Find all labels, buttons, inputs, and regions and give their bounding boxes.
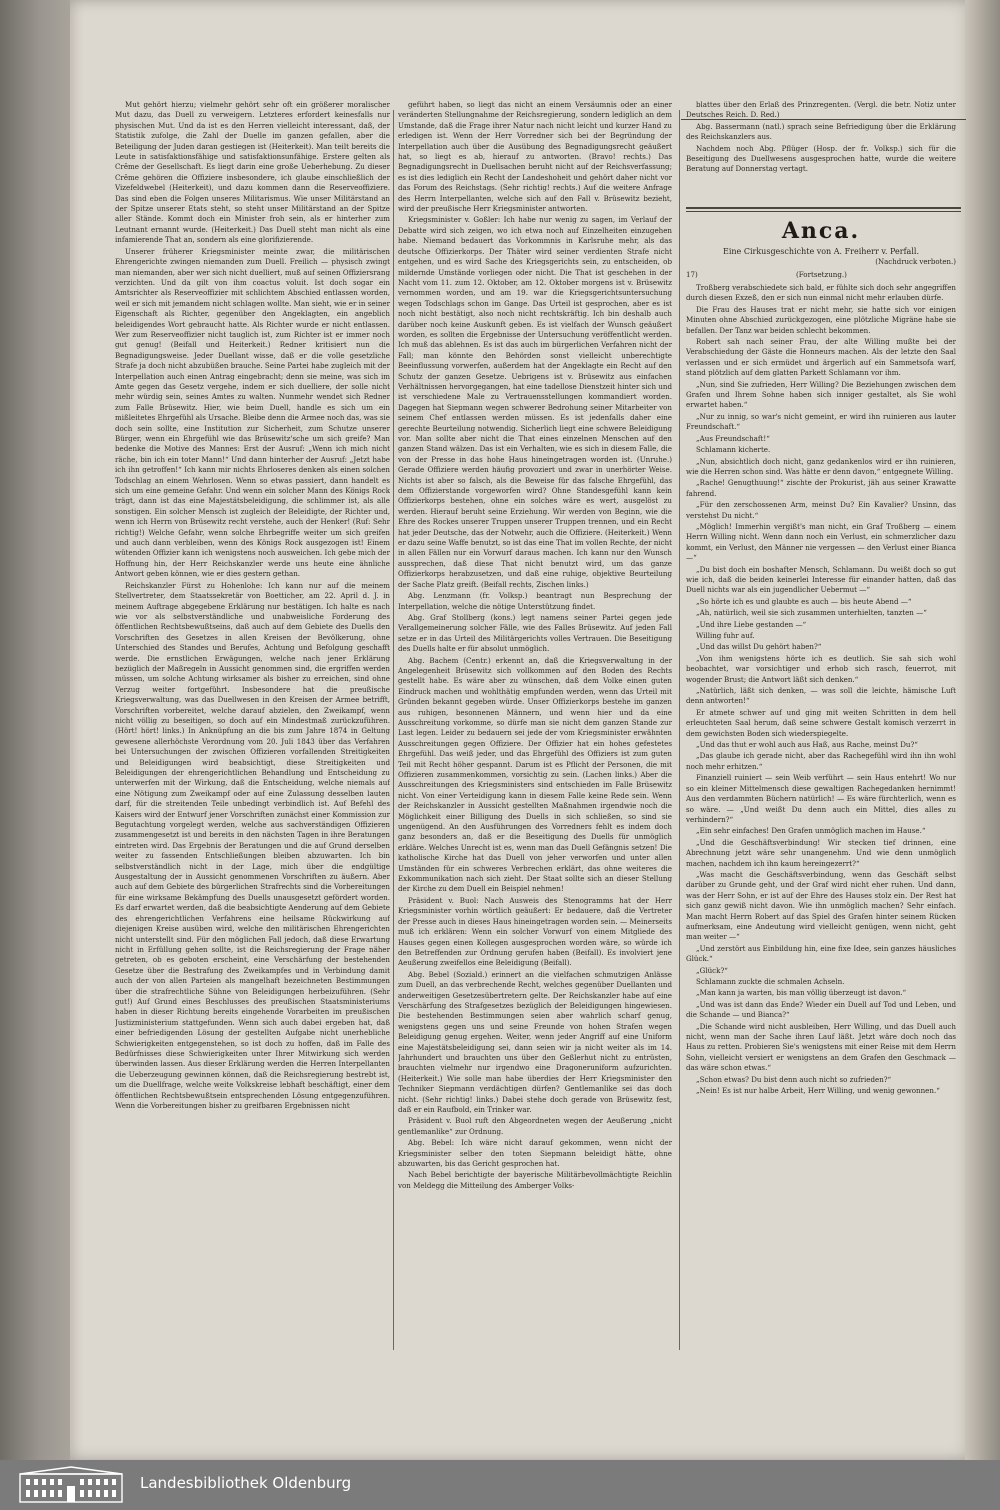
paragraph: Abg. Bachem (Centr.) erkennt an, daß die Kriegsverwaltung in der Angelegenheit Brüsewitz sich vollkommen auf den Boden des Rechts gestellt habe. Es wäre aber zu wünschen, daß dem Volke einen guten Eindruck machen und wohlthätig empfunden werden, wenn das Urteil mit Gründen bekannt gegeben würde. Unser Offizierkorps bestehe im ganzen aus ruhigen, besonnenen Männern, und wenn hier und da eine Ausschreitung vorkomme, so dürfe man sie nicht dem ganzen Stande zur Last legen. Leider zu bedauern sei jede der vom Kriegsminister erwähnten Ausschreitungen gegen Offiziere. Der Offizier hat ein hohes gefestetes Ehrgefühl. Das weiß jeder, und das Ehrgefühl des Offiziers ist zum guten Teil mit Recht höher gespannt. Darum ist es Pflicht der Personen, die mit Offizieren zusammenkommen, vorsichtig zu sein. (Lachen links.) Aber die Ausschreitungen des Kriegsministers sind entschieden im Falle Brüsewitz nicht. Von einer Verteidigung kann in diesem Falle keine Rede sein. Wenn der Reichskanzler in Aussicht gestellten Maßnahmen irgendwie noch die Möglichkeit einer Billigung des Duells in sich schließen, so sind sie ungenügend. An den Ausführungen des Vorredners fehlt es indem doch ganz besonders an, daß er die Beseitigung des Duells für unmöglich erkläre. Welches Unrecht ist es, wenn man das Duell Gefängnis setzen! Die katholische Kirche hat das Duell von jeher verworfen und unter allen Umständen für ein schweres Verbrechen erklärt, das ohne weiteres die Exkommunikation nach sich zieht. Der Staat sollte sich an dieser Stellung der Kirche zu dem Duell ein Beispiel nehmen! [398, 655, 672, 894]
paragraph: „Und zerstört aus Einbildung hin, eine fixe Idee, sein ganzes häusliches Glück.“ [686, 943, 956, 964]
paragraph: „Die Schande wird nicht ausbleiben, Herr Willing, und das Duell auch nicht, wenn man der Sache ihren Lauf läßt. Jetzt wäre doch noch das Haus zu retten. Probieren Sie's wenigstens mit einer Reise mit dem Herrn Sohn, vielleicht versiert er wenigstens an dem Grafen den Geschmack — das wäre schon etwas.“ [686, 1021, 956, 1073]
paragraph: Schlamann kicherte. [696, 445, 771, 455]
paragraph: blattes über den Erlaß des Prinzregenten. (Vergl. die betr. Notiz unter Deutsches Reich. D. Red.) [686, 100, 956, 120]
paragraph: „Was macht die Geschäftsverbindung, wenn das Geschäft selbst darüber zu Grunde geht, und der Graf wird nicht eher ruhen. Und dann, was der Herr Sohn, er ist auf der Ehre des Hauses stolz ein. Der Rest hat sich ganz gewiß nicht davon. Wie ihn unmöglich machen? Sehr einfach. Man macht Herrn Robert auf das Spiel des Grafen hinter seinem Rücken aufmerksam, eine Andeutung wird vielleicht genügen, wenn nicht, geht man weiter —“ [686, 869, 956, 942]
paragraph: Abg. Bebel: Ich wäre nicht darauf gekommen, wenn nicht der Kriegsminister selber den toten Siepmann beleidigt hätte, ohne abzuwarten, bis das Gericht gesprochen hat. [398, 1138, 672, 1169]
paragraph: Präsident v. Buol ruft den Abgeordneten wegen der Aeußerung „nicht gentlemanlike“ zur Ordnung. [398, 1116, 672, 1136]
paragraph: „Und was ist dann das Ende? Wieder ein Duell auf Tod und Leben, und die Schande — und Bianca?“ [686, 999, 956, 1020]
section-rule [686, 211, 961, 212]
paragraph: „Nur zu innig, so war's nicht gemeint, er wird ihn ruinieren aus lauter Freundschaft.“ [686, 411, 956, 432]
paragraph: „Nein! Es ist nur halbe Arbeit, Herr Willing, und wenig gewonnen.“ [696, 1086, 940, 1096]
paragraph: „So hörte ich es und glaubte es auch — bis heute Abend —“ [696, 596, 912, 606]
paragraph: Robert sah nach seiner Frau, der alte Willing mußte bei der Verabschiedung der Gäste die Honneurs machen. Als der letzte den Saal verlassen und er sich ermüdet und ärgerlich auf ein Sammetsofa warf, stand plötzlich auf dem glatten Parkett Schlamann vor ihm. [686, 337, 956, 378]
feuilleton-subtitle: Eine Cirkusgeschichte von A. Freiherr v. Perfall. [723, 247, 919, 256]
paragraph: „Glück?“ [696, 965, 728, 975]
paragraph: „Und das willst Du gehört haben?“ [696, 642, 822, 652]
section-rule [686, 207, 961, 209]
paragraph: Abg. Bebel (Soziald.) erinnert an die vielfachen schmutzigen Anlässe zum Duell, an das verbrechende Recht, welches gegenüber Duellanten und anderweitigen Gesetzesübertretern gelte. Der Reichskanzler habe auf eine Verschärfung des Strafgesetzes bezüglich der Beleidigungen hingewiesen. Die bestehenden Bestimmungen seien aber wahrlich scharf genug, wenigstens gegen uns und seine Freunde von hohen Strafen wegen Beleidigung genug ergehen. Weiter, wenn jeder Angriff auf eine Uniform eine Majestätsbeleidigung sei, dann seien wir ja nicht weiter als im 14. Jahrhundert und brauchten uns über den Geßlerhut nicht zu entrüsten, brauchten vielmehr nur irgendwo eine Dragoneruniform aufzurichten. (Heiterkeit.) Wie solle man habe überdies der Herr Kriegsminister den Techniker Siepmann verdächtigen dürfen? Gentlemanlike sei das doch nicht. (Sehr richtig! links.) Dabei stehe doch gerade von Brüsewitz fest, daß er ein Raufbold, ein Trinker war. [398, 969, 672, 1114]
paragraph: Willing fuhr auf. [696, 631, 755, 640]
paragraph: „Das glaube ich gerade nicht, aber das Rachegefühl wird ihn ihn wohl noch mehr erhitzen.“ [686, 751, 956, 771]
continuation-label: (Fortsetzung.) [796, 270, 847, 279]
paragraph: Er atmete schwer auf und ging mit weiten Schritten in dem hell erleuchteten Saal herum, daß seine schwere Gestalt komisch verzerrt in dem gewichsten Boden sich wiederspiegelte. [686, 707, 956, 738]
paragraph: „Nun, sind Sie zufrieden, Herr Willing? Die Beziehungen zwischen dem Grafen und Ihrem Sohne haben sich inniger gestaltet, als Sie wohl erwartet haben.“ [686, 379, 956, 410]
paragraph: Nachdem noch Abg. Pflüger (Hosp. der fr. Volksp.) sich für die Beseitigung des Duellwesens ausgesprochen hatte, wurde die weitere Beratung auf Donnerstag vertagt. [686, 143, 956, 174]
feuilleton-column [686, 283, 956, 1358]
paragraph: Unserer früherer Kriegsminister meinte zwar, die militärischen Ehrengerichte zwingen niemanden zum Duell. Freilich — physisch zwingt man niemanden, aber wer sich nicht duelliert, muß auf seinen Offiziersrang verzichten. Und da gilt von ihm coactus voluit. Ist doch sogar ein Amtsrichter als Reserveoffizier mit schlichtem Abschied entlassen worden, weil er sich mit jemandem nicht schlagen wollte. Man sieht, wie er in seiner Eigenschaft als Richter, gegenüber den Angeklagten, ein angeblich beleidigendes Wort gebraucht hatte. Als Richter wurde er nicht entlassen. Wer zum Reserveoffizier nicht tauglich ist, zum Richter ist er immer noch gut genug! (Beifall und Heiterkeit.) Redner kritisiert nun die Begnadigungsweise. Jeder Duellant wisse, daß er die volle gesetzliche Strafe ja doch nicht abzubüßen brauche. Seine Partei habe zugleich mit der Interpellation auch einen Antrag eingebracht; denn sie meine, was sich im Amte gegen das Gesetz vergehe, indem er sich duelliere, der solle nicht mehr würdig sein, seines Amtes zu walten. Nunmehr wendet sich Redner zum Falle Brüsewitz. Hier, wie beim Duell, handle es sich um ein mißleitetes Ehrgefühl als Ursache. Bleibe denn die Armee noch das, was sie doch sein sollte, eine Institution zur Sicherheit, zum Schutze unserer Bürger, wenn ein Ehrgefühl wie das Brüsewitz'sche um sich greife? Man bedenke die Motive des Mannes: Erst der Ausruf: „Wenn ich mich nicht räche, bin ich ein toter Mann!“ Und dann hinterher der Ausruf: „Jetzt habe ich ihn getroffen!“ Ich kann mir nichts Ehrloseres denken als einen solchen Todschlag an einem Wehrlosen. Wenn so etwas passiert, dann handelt es sich um eine gemeine Gefahr. Und wenn ein solcher Mann des Königs Rock trägt, dann ist das eine Majestätsbeleidigung, die schlimmer ist, als alle sonstigen. Ein solcher Mensch ist zugleich der Beleidigte, der Richter und, wenn ich Herrn von Brüsewitz recht verstehe, auch der Henker! (Ruf: Sehr richtig!) Welche Gefahr, wenn solche Ehrbegriffe weiter um sich greifen und auch dann verbleiben, wenn des Königs Rock ausgezogen ist! Einem wütenden Offizier kann ich wenigstens noch ausweichen. Ich gebe mich der Hoffnung hin, der Herr Reichskanzler werde uns heute eine ähnliche Antwort geben können, wie er dies gestern gethan. [115, 246, 390, 579]
paragraph: „Möglich! Immerhin vergißt's man nicht, ein Graf Troßberg — einem Herrn Willing nicht. Wenn dann noch ein Verlust, ein schmerzlicher dazu kommt, ein Verlust, den Männer nie vergessen — den Verlust einer Bianca —“ [686, 521, 956, 563]
paragraph: „Und die Geschäftsverbindung! Wir stecken tief drinnen, eine Abrechnung jetzt wäre sehr unangenehm. Und wie denn unmöglich machen, nachdem ich ihn kaum hereingezerrt?“ [686, 837, 956, 868]
article-column-2 [398, 100, 672, 1350]
paragraph: Abg. Bassermann (natl.) sprach seine Befriedigung über die Erklärung des Reichskanzlers aus. [686, 121, 956, 142]
column-rule [393, 110, 394, 1350]
library-building-icon [18, 1466, 124, 1504]
reprint-note: (Nachdruck verboten.) [875, 258, 956, 266]
paragraph: Abg. Lenzmann (fr. Volksp.) beantragt nun Besprechung der Interpellation, welche die nötige Unterstützung findet. [398, 591, 672, 611]
page-edge [965, 0, 1000, 1460]
paragraph: Abg. Graf Stollberg (kons.) legt namens seiner Partei gegen jede Verallgemeinerung solcher Fälle, wie des Falles Brüsewitz. Auf jeden Fall setze er in das Urteil des Militärgerichts volles Vertrauen. Die Beseitigung des Duells halte er für absolut unmöglich. [398, 612, 672, 654]
paragraph: „Nun, absichtlich doch nicht, ganz gedankenlos wird er ihn ruinieren, wie die Herren schon sind. Was hätte er denn davon,“ entgegnete Willing. [686, 456, 956, 476]
installment-line [686, 270, 956, 282]
article-column-1 [115, 100, 390, 1350]
paragraph: „Ein sehr einfaches! Den Grafen unmöglich machen im Hause.“ [696, 826, 926, 836]
paragraph: „Für den zerschossenen Arm, meinst Du? Ein Kavalier? Unsinn, das verstehst Du nicht.“ [686, 500, 956, 520]
paragraph: Nach Bebel berichtigte der bayerische Militärbevollmächtigte Reichlin von Meldegg die Mitteilung des Amberger Volks- [398, 1170, 672, 1190]
paragraph: „Du bist doch ein boshafter Mensch, Schlamann. Du weißt doch so gut wie ich, daß die beiden keinerlei Interesse für einander hatten, daß das Duell nichts war als ein jugendlicher Uebermut —“ [686, 564, 956, 595]
paragraph: „Man kann ja warten, bis man völlig überzeugt ist davon.“ [696, 988, 907, 998]
article-column-3-top [686, 100, 956, 200]
paragraph: Kriegsminister v. Goßler: Ich habe nur wenig zu sagen, im Verlauf der Debatte wird sich zeigen, wo ich etwa noch auf Einzelheiten einzugehen habe. Niemand bedauert das Vorkommnis in Karlsruhe mehr, als das deutsche Offizierkorps. Der Thäter wird seiner verdienten Strafe nicht entgehen, und es wird Sache des Kriegsgerichts sein, zu entscheiden, ob mildernde Umstände vorliegen oder nicht. Die That ist geschehen in der Nacht vom 11. zum 12. Oktober, am 12. Oktober morgens ist v. Brüsewitz vernommen worden, und am 19. war die Kriegsgerichtsuntersuchung wegen Todschlags schon im Gange. Das Urteil ist gesprochen, aber es ist noch nicht bestätigt, also noch nicht rechtskräftig. Ich bin deshalb auch darüber noch keine Auskunft geben. Es ist vielfach der Wunsch geäußert worden, es sollten die Ergebnisse der Untersuchung veröffentlicht werden. Ich muß das ablehnen. Es ist das auch im bürgerlichen Verfahren nicht der Fall; man könnte den Behörden sonst vielleicht unberechtigte Beeinflussung vorwerfen, außerdem hat der Angeklagte ein Recht auf den Schutz der ganzen Gesetze. Uebrigens ist v. Brüsewitz aus einfachen Verhältnissen hervorgegangen, hat eine tadellose Dienstzeit hinter sich und ist verschiedene Male zu Vertrauensstellungen kommandiert worden. Dagegen hat Siepmann wegen schwerer Bedrohung seiner Mitarbeiter von seinem Chef entlassen werden müssen. Es ist jedenfalls daher eine gerechte Beurteilung notwendig. Sicherlich liegt eine schwere Beleidigung vor. Man sollte aber nicht die That eines einzelnen Menschen auf den ganzen Stand wälzen. Das ist ein Verhalten, wie es sich in diesem Falle, die von der Presse in das hohe Haus hineingetragen worden ist. (Unruhe.) Gerade Offiziere werden häufig provoziert und zwar in unerhörter Weise. Nichts ist aber so falsch, als die Beweise für das falsche Ehrgefühl, das dem Offizierstande vorgeworfen wird? Ohne Standesgefühl kann kein Offizierkorps bestehen, ohne ein solches wäre es wert, ausgelöst zu werden. Hierauf beruht seine Erziehung. Wir werden von Beginn, wie die Ehre des Rockes unserer Truppen unserer Truppen trennen, und ein Recht hat jeder Deutsche, das der Notwehr, auch die Offiziere. (Heiterkeit.) Wenn er dazu seine Waffe benutzt, so ist das eine That im vollen Rechte, der nicht in allen Fällen nur ein Vorwurf daraus machen. Ich kann nur den Wunsch aussprechen, daß diese That nicht benutzt wird, um das ganze Offizierkorps herabzusetzen, und daß eine ruhige, objektive Beurteilung der Sache Platz greift. (Beifall rechts, Zischen links.) [398, 215, 672, 589]
paragraph: „Natürlich, läßt sich denken, — was soll die leichte, hämische Luft denn antworten!“ [686, 686, 956, 706]
paragraph: „Und das thut er wohl auch aus Haß, aus Rache, meinst Du?“ [696, 740, 918, 750]
paragraph: Präsident v. Buol: Nach Ausweis des Stenogramms hat der Herr Kriegsminister vorhin wörtlich geäußert: Er bedauere, daß die Vertreter der Presse auch in dieses Haus hineingetragen worden sein. — Meinerseits muß ich erklären: Wenn ein solcher Vorwurf von einem Mitgliede des Hauses gegen einen Kollegen ausgesprochen worden wäre, so würde ich den Betreffenden zur Ordnung gerufen haben (Beifall). Es involviert jene Aeußerung zweifellos eine Beleidigung (Beifall). [398, 895, 672, 968]
paragraph: Reichskanzler Fürst zu Hohenlohe: Ich kann nur auf die meinem Stellvertreter, dem Staatssekretär von Boetticher, am 22. April d. J. in meinem Auftrage abgegebene Erklärung nur bestätigen. Ich halte es nach wie vor als selbstverständliche und unabweisliche Forderung des öffentlichen Rechtsbewußtseins, daß auch auf dem Gebiete des Duells den Vorschriften des Gesetzes in allen Kreisen der Bevölkerung, ohne Unterschied des Standes und Berufes, Achtung und Befolgung geschafft werde. Die ernstlichen Erwägungen, welche nach jener Erklärung bezüglich der Maßregeln in Aussicht genommen sind, die ergriffen werden müssen, um solche Achtung wirksamer als bisher zu erreichen, sind ohne Verzug weiter fortgeführt. Insbesondere hat die preußische Kriegsverwaltung, was das Duellwesen in den Kreisen der Armee betrifft, Vorschriften vorbereitet, welche darauf abzielen, den Zweikampf, wenn nicht völlig zu beseitigen, so doch auf ein Mindestmaß zurückzuführen. (Hört! hört! links.) In Anknüpfung an die bis zum Jahre 1874 in Geltung gewesene allerhöchste Verordnung vom 20. Juli 1843 über das Verfahren bei Untersuchungen der zwischen Offizieren vorfallenden Streitigkeiten und Beleidigungen wird beabsichtigt, diese Streitigkeiten und Beleidigungen der ehrengerichtlichen Behandlung und Entscheidung zu unterwerfen mit der Wirkung, daß die Entscheidung, welche niemals auf eine Nötigung zum Zweikampf oder auf eine Zulassung desselben lauten darf, für die streitenden Teile unbedingt verbindlich ist. Auf Befehl des Kaisers wird der Entwurf jener Vorschriften zunächst einer Kommission zur Begutachtung vorgelegt werden, welche aus sachverständigen Offizieren zusammengesetzt ist und bereits in den nächsten Tagen in ihre Beratungen eintreten wird. Das Ergebnis der Beratungen und die auf Grund derselben weiter zu fassenden Entschließungen bleiben abzuwarten. Ich bin selbstverständlich nicht in der Lage, mich über die endgültige Ausgestaltung der in Aussicht genommenen Vorschriften zu äußern. Aber auch auf dem Gebiete des bürgerlichen Strafrechts sind die Vorbereitungen für eine wirksame Bekämpfung des Duells unausgesetzt gefördert worden. Es darf erwartet werden, daß die beabsichtigte Aenderung auf dem Gebiete des ehrengerichtlichen Verfahrens eine heilsame Rückwirkung auf diejenigen Kreise ausüben wird, welche den militärischen Ehrengerichten nicht unterstellt sind. Für den möglichen Fall jedoch, daß diese Erwartung nicht in Erfüllung gehen sollte, ist die Reichsregierung der Frage näher getreten, ob es geboten erscheint, eine Verschärfung der bestehenden Gesetze über die Bestrafung des Zweikampfes und in Verbindung damit auch der von allen Parteien als mangelhaft bezeichneten Bestimmungen über die strafrechtliche Sühne von Beleidigungen herbeizuführen. (Sehr gut!) Auf Grund eines Beschlusses des preußischen Staatsministeriums haben in dieser Richtung bereits eingehende Vorarbeiten im preußischen Justizministerium stattgefunden. Wenn sich auch dabei ergeben hat, daß einer befriedigenden Lösung der gestellten Aufgabe nicht unerhebliche Schwierigkeiten entgegenstehen, so ist doch zu hoffen, daß im Falle des Bedürfnisses diese Schwierigkeiten unter Ihrer Mitwirkung sich werden überwinden lassen. Aus dieser Erklärung werden die Herren Interpellanten die Ueberzeugung gewinnen können, daß die Reichsregierung bestrebt ist, um die Duellfrage, welche weite Volkskreise lebhaft beschäftigt, einer dem öffentlichen Rechtsbewußtsein entsprechenden Lösung entgegenzuführen. Wenn die Vorbereitungen bisher zu greifbaren Ergebnissen nicht [115, 580, 390, 1110]
paragraph: Troßberg verabschiedete sich bald, er fühlte sich doch sehr angegriffen durch diesen Exzeß, den er sich nun einmal nicht mehr erlauben dürfe. [686, 283, 956, 303]
paragraph: geführt haben, so liegt das nicht an einem Versäumnis oder an einer veränderten Stellungnahme der Reichsregierung, sondern lediglich an dem Umstande, daß die Frage ihrer Natur nach nicht leicht und kurzer Hand zu erledigen ist. Wenn der Herr Vorredner sich bei der Begründung der Interpellation auch über die Ausübung des Begnadigungsrecht geäußert hat, so liegt es ab, hierauf zu antworten. (Bravo! rechts.) Das Begnadigungsrecht in Duellsachen beruht nicht auf der Reichsverfassung; es ist dies lediglich ein Recht der Landeshoheit und gehört daher nicht vor das Forum des Reichstags. (Sehr richtig! rechts.) Auf die weitere Anfrage des Herrn Interpellanten, welche sich auf den Fall v. Brüsewitz bezieht, wird der preußische Herr Kriegsminister antworten. [398, 100, 672, 214]
installment-number: 17) [686, 270, 698, 279]
paragraph: Finanziell ruiniert — sein Weib verführt — sein Haus entehrt! Wo nur so ein kleiner Mittelmensch diese gewaltigen Rachegedanken hernimmt! Aus den verdammten Büchern natürlich! — Es wäre fürchterlich, wenn es so wäre. — „Und weißt Du denn auch ein Mittel, dies alles zu verhindern?“ [686, 773, 956, 824]
paragraph: Die Frau des Hauses trat er nicht mehr, sie hatte sich vor einigen Minuten ohne Abschied zurückgezogen, eine plötzliche Migräne habe sie befallen. Der Tanz war beiden schlecht bekommen. [686, 304, 956, 335]
paragraph: „Rache! Genugthuung!“ zischte der Prokurist, jäh aus seiner Krawatte fahrend. [686, 478, 956, 498]
library-name: Landesbibliothek Oldenburg [140, 1474, 352, 1492]
paragraph: „Von ihm wenigstens hörte ich es deutlich. Sie sah sich wohl beobachtet, war vorsichtiger und erhob sich rasch, feuerrot, mit wogender Brust; die Antwort läßt sich denken.“ [686, 653, 956, 684]
feuilleton-title: Anca. [781, 218, 861, 244]
paragraph: „Aus Freundschaft!“ [696, 433, 770, 443]
paragraph: Schlamann zuckte die schmalen Achseln. [696, 977, 845, 986]
paragraph: „Schon etwas? Du bist denn auch nicht so zufrieden?“ [696, 1074, 892, 1084]
paragraph: „Ah, natürlich, weil sie sich zusammen unterhielten, tanzten —“ [696, 608, 927, 618]
column-rule [679, 110, 680, 1350]
paragraph: „Und ihre Liebe gestanden —“ [696, 619, 807, 629]
paragraph: Mut gehört hierzu; vielmehr gehört sehr oft ein größerer moralischer Mut dazu, das Duell zu verweigern. Letzteres erfordert keinesfalls nur physischen Mut. Und da ist es den Herren vielleicht interessant, daß, der Statistik zufolge, die Zahl der Duelle im ganzen gefallen, aber die Beteiligung der Juden daran gestiegen ist (Heiterkeit). Man teilt bereits die Leute in satisfaktionsfähige und satisfaktionsunfähige. Erstere gelten als Crême der Gesellschaft. Es liegt darin eine große Ueberhebung. Zu dieser Crême gehören die Offiziere insbesondere, ich glaube einschließlich der Vizefeldwebel (Heiterkeit), und dazu kommen dann die Reserveoffiziere. Das sind eben die Folgen unseres Militarismus. Wie unser Militärstand an der Spitze unserer Etats steht, so steht unser Militärstand an der Spitze aller Stände. Kommt doch ein Minister froh sein, als er hinterher zum Leutnant ernannt wurde. (Heiterkeit.) Das Duell steht man nicht als eine infamierende That an, sondern als eine glorifizierende. [115, 100, 390, 245]
